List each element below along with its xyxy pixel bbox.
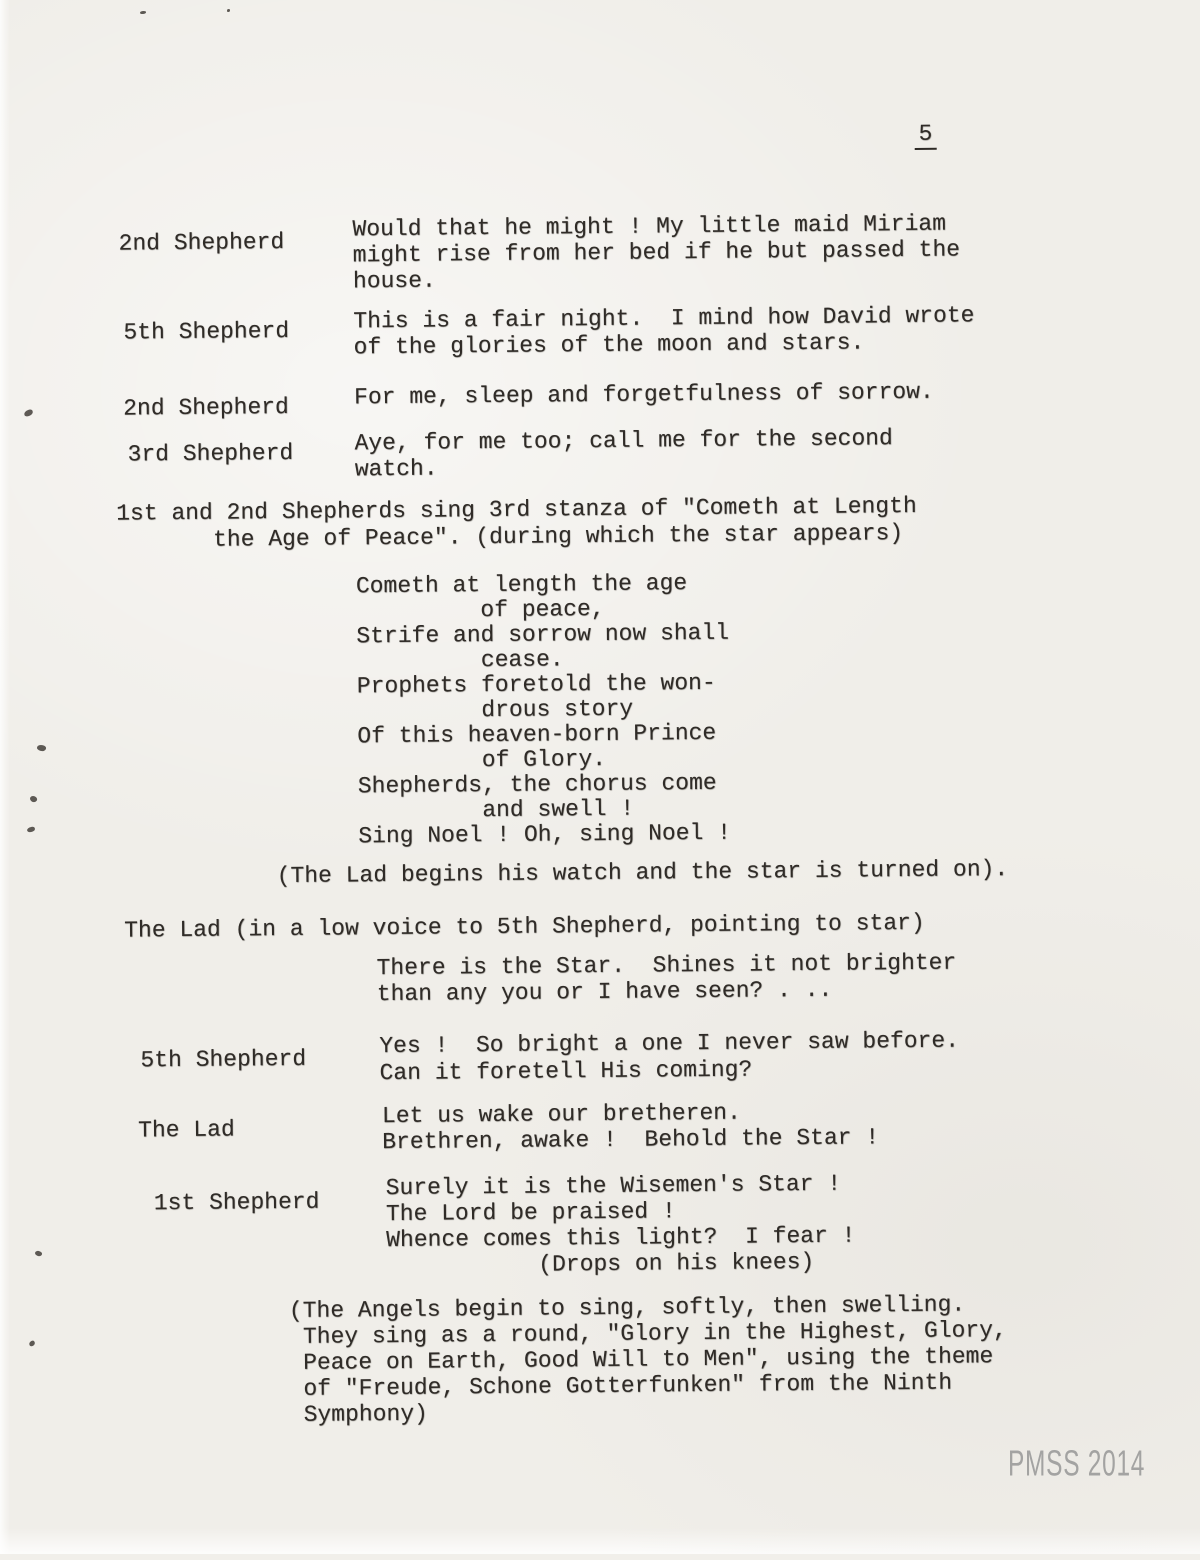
speaker-label: 5th Shepherd xyxy=(123,317,290,346)
speaker-label: 2nd Shepherd xyxy=(118,229,285,257)
stage-direction-star-on: (The Lad begins his watch and the star is turned on). xyxy=(276,856,1009,890)
lad-speech: There is the Star. Shines it not brighter than any you or I have seen? . .. xyxy=(376,949,957,1008)
dialogue-text: Let us wake our bretheren. Brethren, awake ! Behold the Star ! xyxy=(381,1099,880,1156)
page-number: 5 xyxy=(914,121,936,150)
lad-intro-line: The Lad (in a low voice to 5th Shepherd, pointing to star) xyxy=(124,909,925,944)
speaker-label: The Lad xyxy=(137,1116,235,1144)
stage-direction-sing-stanza: 1st and 2nd Shepherds sing 3rd stanza of "Cometh at Length the Age of Peace". (during which the star appears) xyxy=(116,492,917,554)
speaker-label: 2nd Shepherd xyxy=(123,393,289,422)
speaker-label: 1st Shepherd xyxy=(153,1188,320,1217)
speaker-label: 3rd Shepherd xyxy=(127,439,294,468)
dialogue-text: Yes ! So bright a one I never saw before. Can it foretell His coming? xyxy=(379,1027,960,1087)
dialogue-text: For me, sleep and forgetfulness of sorrow. xyxy=(353,378,934,411)
dialogue-text: Aye, for me too; call me for the second watch. xyxy=(354,425,893,483)
stage-direction-angels: (The Angels begin to sing, softly, then swelling. They sing as a round, "Glory in the Highest, Glory, Peace on Earth, Good Will to Men", using the theme of "Freude, Schone Gotterfunken" from the Ninth Symphony) xyxy=(288,1291,1007,1429)
dialogue-text: Would that he might ! My little maid Miriam might rise from her bed if he but passed the house. xyxy=(352,210,961,295)
song-stanza: Cometh at length the age of peace, Strife and sorrow now shall cease. Prophets foretold the won- drous story Of this heaven-born Prince of Glory. Shepherds, the chorus come and swell ! Sing Noel ! Oh, sing Noel ! xyxy=(355,570,732,850)
watermark: PMSS 2014 xyxy=(1008,1444,1146,1484)
speaker-label: 5th Shepherd xyxy=(140,1045,307,1074)
dialogue-text: Surely it is the Wisemen's Star ! The Lord be praised ! Whence comes this light? I fear ! (Drops on his knees) xyxy=(385,1170,856,1280)
dialogue-text: This is a fair night. I mind how David wrote of the glories of the moon and stars. xyxy=(353,302,975,361)
